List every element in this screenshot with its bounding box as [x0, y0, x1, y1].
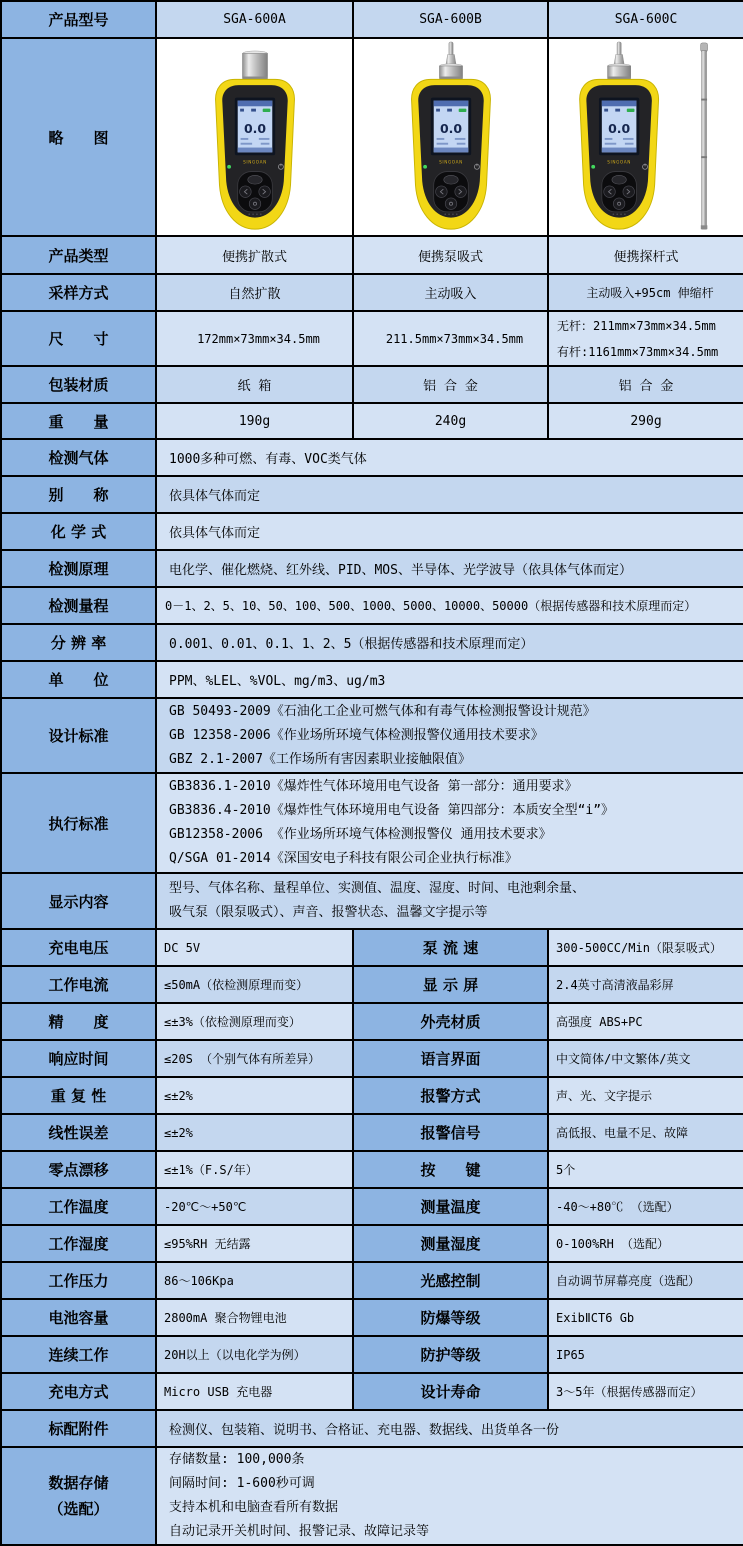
- table-row: [1, 550, 743, 587]
- weight-label: 重 量: [1, 403, 156, 439]
- data-storage-line: 间隔时间: 1-600秒可调: [169, 1476, 315, 1491]
- table-row: [1, 1114, 743, 1151]
- display-content-label: 显示内容: [1, 873, 156, 929]
- display-content-line: 型号、气体名称、量程单位、实测值、温度、湿度、时间、电池剩余量、: [169, 881, 586, 896]
- data-storage-line: 存储数量: 100,000条: [169, 1452, 305, 1467]
- continuous-work-label: 连续工作: [1, 1336, 156, 1373]
- alias-value: 依具体气体而定: [156, 476, 743, 513]
- working-current-value: ≤50mA（依检测原理而变）: [156, 966, 353, 1003]
- product-type-a: 便携扩散式: [156, 236, 353, 274]
- accuracy-value: ≤±3%（依检测原理而变）: [156, 1003, 353, 1040]
- sampling-c: 主动吸入+95cm 伸缩杆: [548, 274, 743, 311]
- sketch-cell-c: [548, 38, 743, 236]
- chemical-formula-value: 依具体气体而定: [156, 513, 743, 550]
- packaging-a: 纸 箱: [156, 366, 353, 403]
- light-sensing-value: 自动调节屏幕亮度（选配）: [548, 1262, 743, 1299]
- product-type-label: 产品类型: [1, 236, 156, 274]
- zero-drift-value: ≤±1%（F.S/年）: [156, 1151, 353, 1188]
- design-standard-value: [156, 698, 743, 773]
- measuring-humidity-label: 测量湿度: [353, 1225, 548, 1262]
- alarm-mode-label: 报警方式: [353, 1077, 548, 1114]
- table-row: [1, 1077, 743, 1114]
- buttons-value: 5个: [548, 1151, 743, 1188]
- working-current-label: 工作电流: [1, 966, 156, 1003]
- resolution-value: 0.001、0.01、0.1、1、2、5（根据传感器和技术原理而定）: [156, 624, 743, 661]
- dimensions-a: 172mm×73mm×34.5mm: [156, 311, 353, 366]
- design-life-value: 3～5年（根据传感器而定）: [548, 1373, 743, 1410]
- design-standard-label: 设计标准: [1, 698, 156, 773]
- table-row: [1, 1151, 743, 1188]
- zero-drift-label: 零点漂移: [1, 1151, 156, 1188]
- table-row: [1, 1410, 743, 1447]
- device-b-illustration: [393, 41, 509, 233]
- table-row: [1, 1373, 743, 1410]
- chemical-formula-label: 化 学 式: [1, 513, 156, 550]
- execution-standard-value: [156, 773, 743, 873]
- repeatability-value: ≤±2%: [156, 1077, 353, 1114]
- detection-principle-value: 电化学、催化燃烧、红外线、PID、MOS、半导体、光学波导（依具体气体而定）: [156, 550, 743, 587]
- detected-gases-value: 1000多种可燃、有毒、VOC类气体: [156, 439, 743, 476]
- display-content-line: 吸气泵（限泵吸式）、声音、报警状态、温馨文字提示等: [169, 905, 488, 920]
- table-row: [1, 236, 743, 274]
- language-ui-value: 中文简体/中文繁体/英文: [548, 1040, 743, 1077]
- pump-flow-value: 300-500CC/Min（限泵吸式）: [548, 929, 743, 966]
- working-pressure-label: 工作压力: [1, 1262, 156, 1299]
- continuous-work-value: 20H以上（以电化学为例）: [156, 1336, 353, 1373]
- dimensions-b: 211.5mm×73mm×34.5mm: [353, 311, 548, 366]
- measuring-humidity-value: 0-100%RH （选配）: [548, 1225, 743, 1262]
- language-ui-label: 语言界面: [353, 1040, 548, 1077]
- table-row: [1, 1188, 743, 1225]
- weight-a: 190g: [156, 403, 353, 439]
- measuring-temperature-value: -40～+80℃ （选配）: [548, 1188, 743, 1225]
- alias-label: 别 称: [1, 476, 156, 513]
- sampling-b: 主动吸入: [353, 274, 548, 311]
- dimensions-c-no-rod: 无杆：211mm×73mm×34.5mm: [557, 318, 716, 333]
- housing-material-label: 外壳材质: [353, 1003, 548, 1040]
- table-row: [1, 1040, 743, 1077]
- table-row: [1, 1299, 743, 1336]
- working-humidity-label: 工作湿度: [1, 1225, 156, 1262]
- battery-capacity-label: 电池容量: [1, 1299, 156, 1336]
- design-standard-line: GB 12358-2006《作业场所环境气体检测报警仪通用技术要求》: [169, 727, 544, 743]
- table-row: [1, 698, 743, 773]
- units-label: 单 位: [1, 661, 156, 698]
- table-row: [1, 661, 743, 698]
- table-row: [1, 274, 743, 311]
- charging-method-value: Micro USB 充电器: [156, 1373, 353, 1410]
- housing-material-value: 高强度 ABS+PC: [548, 1003, 743, 1040]
- charging-method-label: 充电方式: [1, 1373, 156, 1410]
- charging-voltage-label: 充电电压: [1, 929, 156, 966]
- packaging-b: 铝 合 金: [353, 366, 548, 403]
- model-name-b: SGA-600B: [353, 1, 548, 38]
- execution-standard-line: GB3836.1-2010《爆炸性气体环境用电气设备 第一部分：通用要求》: [169, 779, 578, 794]
- working-humidity-value: ≤95%RH 无结露: [156, 1225, 353, 1262]
- table-row: [1, 1, 743, 38]
- detected-gases-label: 检测气体: [1, 439, 156, 476]
- pump-flow-label: 泵 流 速: [353, 929, 548, 966]
- sketch-cell-a: [156, 38, 353, 236]
- data-storage-line: 自动记录开关机时间、报警记录、故障记录等: [169, 1524, 430, 1539]
- table-row: [1, 624, 743, 661]
- linearity-error-value: ≤±2%: [156, 1114, 353, 1151]
- table-row: [1, 38, 743, 236]
- working-temperature-label: 工作温度: [1, 1188, 156, 1225]
- light-sensing-label: 光感控制: [353, 1262, 548, 1299]
- sampling-method-label: 采样方式: [1, 274, 156, 311]
- model-name-c: SGA-600C: [548, 1, 743, 38]
- table-row: [1, 366, 743, 403]
- working-pressure-value: 86～106Kpa: [156, 1262, 353, 1299]
- table-row: [1, 873, 743, 929]
- execution-standard-line: GB12358-2006 《作业场所环境气体检测报警仪 通用技术要求》: [169, 827, 552, 842]
- execution-standard-label: 执行标准: [1, 773, 156, 873]
- display-screen-value: 2.4英寸高清液晶彩屏: [548, 966, 743, 1003]
- table-row: [1, 773, 743, 873]
- table-row: [1, 1447, 743, 1545]
- buttons-label: 按 键: [353, 1151, 548, 1188]
- design-life-label: 设计寿命: [353, 1373, 548, 1410]
- weight-c: 290g: [548, 403, 743, 439]
- data-storage-label-line2: （选配）: [48, 1500, 109, 1518]
- protection-rating-value: IP65: [548, 1336, 743, 1373]
- repeatability-label: 重 复 性: [1, 1077, 156, 1114]
- charging-voltage-value: DC 5V: [156, 929, 353, 966]
- packaging-label: 包装材质: [1, 366, 156, 403]
- resolution-label: 分 辨 率: [1, 624, 156, 661]
- sketch-label: 略 图: [1, 38, 156, 236]
- protection-rating-label: 防护等级: [353, 1336, 548, 1373]
- display-content-value: [156, 873, 743, 929]
- model-name-a: SGA-600A: [156, 1, 353, 38]
- packaging-c: 铝 合 金: [548, 366, 743, 403]
- data-storage-line: 支持本机和电脑查看所有数据: [169, 1500, 339, 1515]
- standard-accessories-value: 检测仪、包装箱、说明书、合格证、充电器、数据线、出货单各一份: [156, 1410, 743, 1447]
- table-row: [1, 403, 743, 439]
- table-row: [1, 1336, 743, 1373]
- data-storage-label: [1, 1447, 156, 1545]
- linearity-error-label: 线性误差: [1, 1114, 156, 1151]
- table-row: [1, 1003, 743, 1040]
- table-row: [1, 311, 743, 366]
- units-value: PPM、%LEL、%VOL、mg/m3、ug/m3: [156, 661, 743, 698]
- sketch-cell-b: [353, 38, 548, 236]
- table-row: [1, 929, 743, 966]
- dimensions-c-with-rod: 有杆:1161mm×73mm×34.5mm: [557, 344, 719, 359]
- working-temperature-value: -20℃～+50℃: [156, 1188, 353, 1225]
- table-row: [1, 1225, 743, 1262]
- table-row: [1, 513, 743, 550]
- measuring-range-value: 0－1、2、5、10、50、100、500、1000、5000、10000、50000（根据传感器和技术原理而定）: [156, 587, 743, 624]
- product-type-c: 便携探杆式: [548, 236, 743, 274]
- measuring-temperature-label: 测量温度: [353, 1188, 548, 1225]
- weight-b: 240g: [353, 403, 548, 439]
- measuring-range-label: 检测量程: [1, 587, 156, 624]
- dimensions-c: [548, 311, 743, 366]
- explosion-proof-label: 防爆等级: [353, 1299, 548, 1336]
- execution-standard-line: GB3836.4-2010《爆炸性气体环境用电气设备 第四部分：本质安全型“i”》: [169, 803, 615, 818]
- device-a-illustration: [197, 41, 313, 233]
- detection-principle-label: 检测原理: [1, 550, 156, 587]
- battery-capacity-value: 2800mA 聚合物锂电池: [156, 1299, 353, 1336]
- sampling-a: 自然扩散: [156, 274, 353, 311]
- response-time-label: 响应时间: [1, 1040, 156, 1077]
- table-row: [1, 1262, 743, 1299]
- table-row: [1, 439, 743, 476]
- product-model-label: 产品型号: [1, 1, 156, 38]
- table-row: [1, 476, 743, 513]
- table-row: [1, 966, 743, 1003]
- product-type-b: 便携泵吸式: [353, 236, 548, 274]
- alarm-signal-value: 高低报、电量不足、故障: [548, 1114, 743, 1151]
- design-standard-line: GB 50493-2009《石油化工企业可燃气体和有毒气体检测报警设计规范》: [169, 703, 596, 719]
- data-storage-value: [156, 1447, 743, 1545]
- device-c-illustration: [562, 41, 730, 233]
- dimensions-label: 尺 寸: [1, 311, 156, 366]
- display-screen-label: 显 示 屏: [353, 966, 548, 1003]
- response-time-value: ≤20S （个别气体有所差异）: [156, 1040, 353, 1077]
- standard-accessories-label: 标配附件: [1, 1410, 156, 1447]
- accuracy-label: 精 度: [1, 1003, 156, 1040]
- alarm-signal-label: 报警信号: [353, 1114, 548, 1151]
- explosion-proof-value: ExibⅡCT6 Gb: [548, 1299, 743, 1336]
- data-storage-label-line1: 数据存储: [48, 1474, 109, 1492]
- execution-standard-line: Q/SGA 01-2014《深国安电子科技有限公司企业执行标准》: [169, 851, 518, 866]
- table-row: [1, 587, 743, 624]
- design-standard-line: GBZ 2.1-2007《工作场所有害因素职业接触限值》: [169, 751, 471, 767]
- alarm-mode-value: 声、光、文字提示: [548, 1077, 743, 1114]
